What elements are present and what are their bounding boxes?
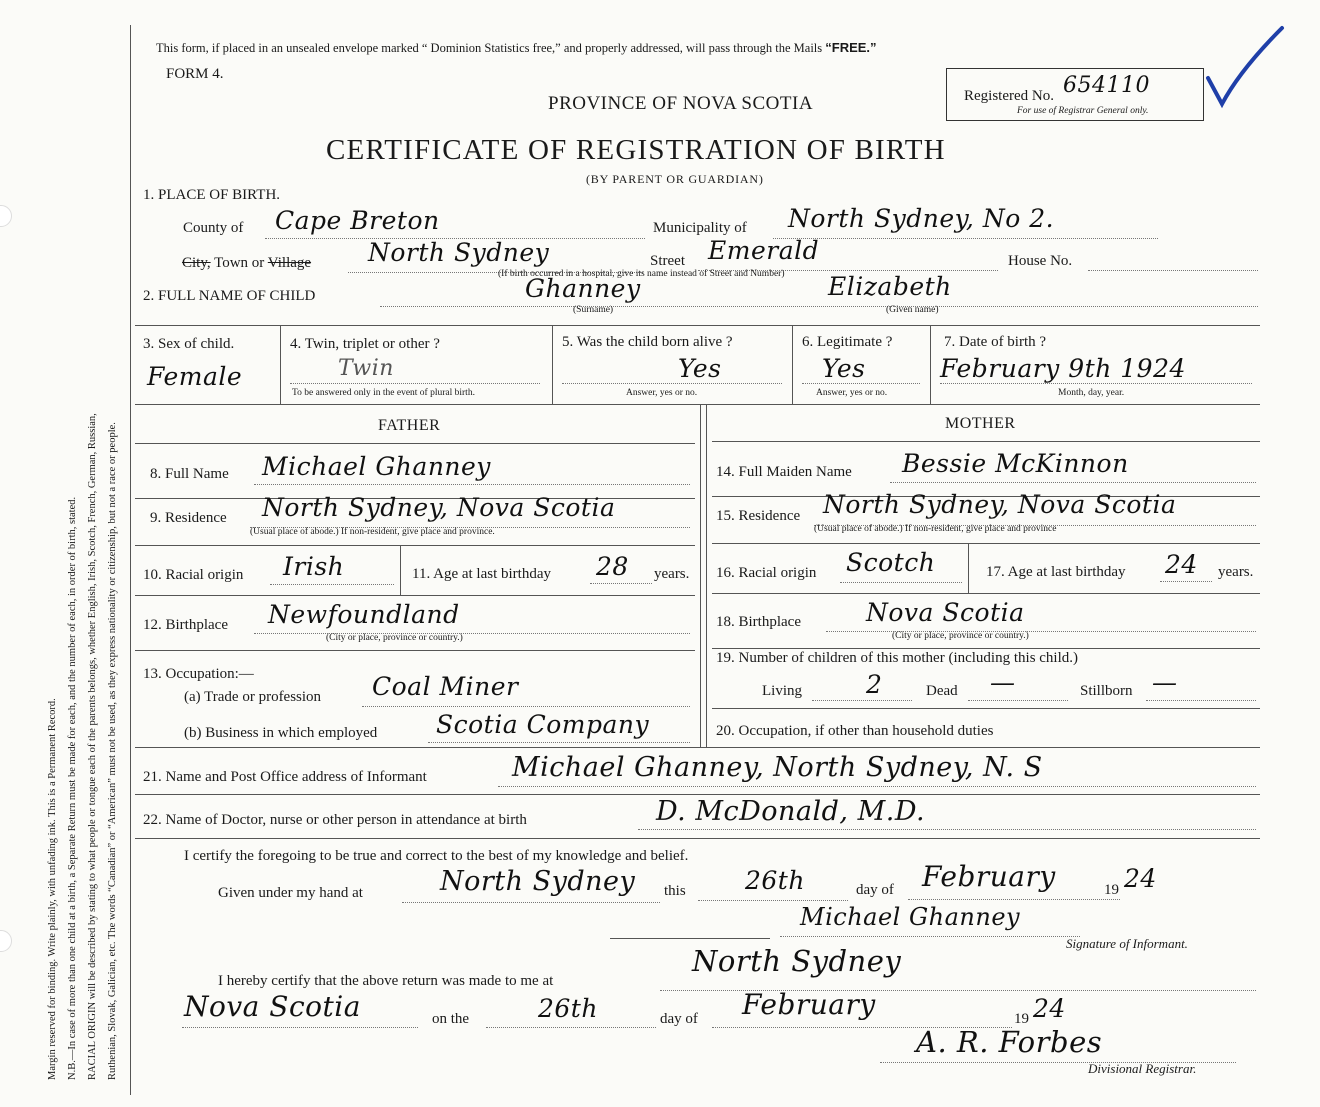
father-name-value: Michael Ghanney — [262, 452, 491, 481]
child-given-name-value: Elizabeth — [828, 272, 952, 301]
margin-note-racial-origin-cont: Ruthenian, Slovak, Galician, etc. The words “Canadian” or “American” must not be used, as they express nationality or citizenship, but not a race or people. — [107, 422, 118, 1080]
mother-racial-origin-value: Scotch — [846, 548, 936, 577]
mail-notice-free: “FREE.” — [825, 40, 877, 55]
city-label: City, — [182, 255, 211, 271]
legitimate-value: Yes — [822, 354, 866, 383]
father-business-value: Scotia Company — [436, 710, 650, 739]
surname-caption: (Surname) — [573, 305, 614, 315]
child-name-label: 2. FULL NAME OF CHILD — [143, 288, 316, 304]
father-age-value: 28 — [596, 552, 629, 581]
date-of-birth-hint: Month, day, year. — [1058, 388, 1125, 398]
twin-label: 4. Twin, triplet or other ? — [290, 336, 440, 352]
father-age-label: 11. Age at last birthday — [412, 566, 551, 582]
mail-notice — [156, 40, 877, 56]
mail-notice-text: This form, if placed in an unsealed envelope marked “ Dominion Statistics free,” and properly addressed, will pass through the Mails — [156, 41, 823, 55]
date-of-birth-value: February 9th 1924 — [940, 354, 1186, 383]
registrar-statement: I hereby certify that the above return was made to me at — [218, 973, 554, 989]
father-birthplace-label: 12. Birthplace — [143, 617, 228, 633]
informant-label: 21. Name and Post Office address of Informant — [143, 769, 427, 785]
municipality-value: North Sydney, No 2. — [788, 204, 1055, 233]
father-residence-hint: (Usual place of abode.) If non-resident, give place and province. — [250, 527, 495, 537]
father-birthplace-value: Newfoundland — [268, 600, 460, 629]
margin-note-multiple-births: N.B.—In case of more than one child at a birth, a Separate Return must be made for each, and the number of each, in order of birth, stated. — [67, 496, 78, 1080]
mother-living-value: 2 — [866, 670, 883, 699]
binding-hole — [0, 930, 12, 952]
registered-label: Registered No. — [964, 88, 1054, 104]
father-trade-label: (a) Trade or profession — [184, 689, 322, 705]
mother-residence-value: North Sydney, Nova Scotia — [823, 490, 1177, 519]
mother-heading: MOTHER — [945, 415, 1016, 432]
informant-value: Michael Ghanney, North Sydney, N. S — [512, 752, 1043, 783]
mother-age-value: 24 — [1165, 550, 1198, 579]
mother-age-label: 17. Age at last birthday — [986, 564, 1126, 580]
legitimate-hint: Answer, yes or no. — [816, 388, 888, 398]
informant-certification: I certify the foregoing to be true and correct to the best of my knowledge and belief. — [184, 848, 689, 864]
date-of-birth-label: 7. Date of birth ? — [944, 334, 1047, 350]
mother-birthplace-label: 18. Birthplace — [716, 614, 801, 630]
registrar-use-note: For use of Registrar General only. — [1017, 106, 1149, 116]
given-year-prefix: 19 — [1104, 882, 1119, 898]
margin-note-binding: Margin reserved for binding. Write plainly, with unfading ink. This is a Permanent Record. — [47, 698, 58, 1080]
county-label: County of — [183, 220, 244, 236]
town-label: Town or — [214, 255, 265, 271]
father-racial-origin-label: 10. Racial origin — [143, 567, 244, 583]
mother-name-value: Bessie McKinnon — [902, 449, 1129, 478]
mother-residence-label: 15. Residence — [716, 508, 801, 524]
born-alive-label: 5. Was the child born alive ? — [562, 334, 733, 350]
municipality-label: Municipality of — [653, 220, 747, 236]
registrar-year-prefix: 19 — [1014, 1011, 1029, 1027]
street-label: Street — [650, 253, 685, 269]
father-occupation-label: 13. Occupation:— — [143, 666, 254, 682]
certificate-title: CERTIFICATE OF REGISTRATION OF BIRTH — [326, 134, 946, 166]
born-alive-hint: Answer, yes or no. — [626, 388, 698, 398]
registrar-caption: Divisional Registrar. — [1088, 1061, 1197, 1076]
registered-box — [946, 68, 1204, 121]
place-of-birth-heading: 1. PLACE OF BIRTH. — [143, 187, 281, 203]
registrar-province: Nova Scotia — [184, 990, 361, 1023]
father-name-label: 8. Full Name — [150, 466, 229, 482]
given-at-place: North Sydney — [440, 866, 636, 897]
margin-note-racial-origin: RACIAL ORIGIN will be described by stating to what people or tongue each of the parents belongs, whether English, Irish, Scotch, French, German, Russian, — [87, 413, 98, 1080]
father-business-label: (b) Business in which employed — [184, 725, 378, 741]
father-heading: FATHER — [378, 417, 441, 434]
town-value: North Sydney — [368, 238, 550, 267]
registrar-day: 26th — [538, 994, 598, 1023]
mother-birthplace-hint: (City or place, province or country.) — [892, 631, 1029, 641]
given-day: 26th — [745, 866, 805, 895]
this-label: this — [664, 883, 686, 899]
house-number-label: House No. — [1008, 253, 1073, 269]
certificate-subtitle: (BY PARENT OR GUARDIAN) — [586, 172, 764, 186]
binding-hole — [0, 205, 12, 227]
registered-number: 654110 — [1063, 73, 1150, 98]
sex-value: Female — [147, 362, 243, 391]
mother-dead-value: — — [990, 668, 1016, 697]
mother-children-label: 19. Number of children of this mother (including this child.) — [716, 650, 1079, 666]
father-residence-value: North Sydney, Nova Scotia — [262, 493, 616, 522]
given-year: 24 — [1124, 864, 1157, 893]
father-residence-label: 9. Residence — [150, 510, 227, 526]
mother-occupation-label: 20. Occupation, if other than household duties — [716, 723, 994, 739]
street-hint: (If birth occurred in a hospital, give its name instead of Street and Number) — [498, 269, 785, 279]
father-racial-origin-value: Irish — [283, 552, 345, 581]
child-surname-value: Ghanney — [525, 274, 641, 303]
given-name-caption: (Given name) — [886, 305, 939, 315]
mother-living-label: Living — [762, 683, 802, 699]
given-day-of-label: day of — [856, 882, 894, 898]
mother-racial-origin-label: 16. Racial origin — [716, 565, 817, 581]
province-heading: PROVINCE OF NOVA SCOTIA — [548, 93, 814, 114]
father-years-label: years. — [654, 566, 690, 582]
registrar-day-of-label: day of — [660, 1011, 698, 1027]
given-month: February — [922, 860, 1056, 893]
sex-label: 3. Sex of child. — [143, 336, 235, 352]
registrar-year: 24 — [1033, 994, 1066, 1023]
county-value: Cape Breton — [275, 206, 440, 235]
mother-birthplace-value: Nova Scotia — [866, 598, 1025, 627]
mother-name-label: 14. Full Maiden Name — [716, 464, 852, 480]
street-value: Emerald — [708, 236, 820, 265]
registrar-month: February — [742, 988, 876, 1021]
mother-years-label: years. — [1218, 564, 1254, 580]
mother-dead-label: Dead — [926, 683, 958, 699]
registrar-on-the-label: on the — [432, 1011, 470, 1027]
registrar-signature: A. R. Forbes — [916, 1025, 1103, 1059]
city-town-village-label — [182, 255, 311, 272]
margin-rule — [130, 25, 131, 1095]
informant-signature: Michael Ghanney — [800, 903, 1021, 931]
father-birthplace-hint: (City or place, province or country.) — [326, 633, 463, 643]
given-at-label: Given under my hand at — [218, 885, 363, 901]
doctor-value: D. McDonald, M.D. — [656, 796, 926, 827]
registrar-place: North Sydney — [692, 944, 902, 978]
check-mark-icon — [1200, 20, 1290, 110]
twin-value: Twin — [338, 356, 394, 381]
mother-residence-hint: (Usual place of abode.) If non-resident, give place and province — [814, 524, 1057, 534]
born-alive-value: Yes — [678, 354, 722, 383]
doctor-label: 22. Name of Doctor, nurse or other person in attendance at birth — [143, 812, 527, 828]
mother-stillborn-value: — — [1152, 668, 1178, 697]
father-trade-value: Coal Miner — [372, 672, 519, 701]
village-label: Village — [267, 255, 312, 271]
informant-signature-caption: Signature of Informant. — [1066, 936, 1188, 951]
form-number: FORM 4. — [166, 66, 224, 82]
legitimate-label: 6. Legitimate ? — [802, 334, 893, 350]
mother-stillborn-label: Stillborn — [1080, 683, 1133, 699]
twin-hint: To be answered only in the event of plural birth. — [292, 388, 475, 398]
